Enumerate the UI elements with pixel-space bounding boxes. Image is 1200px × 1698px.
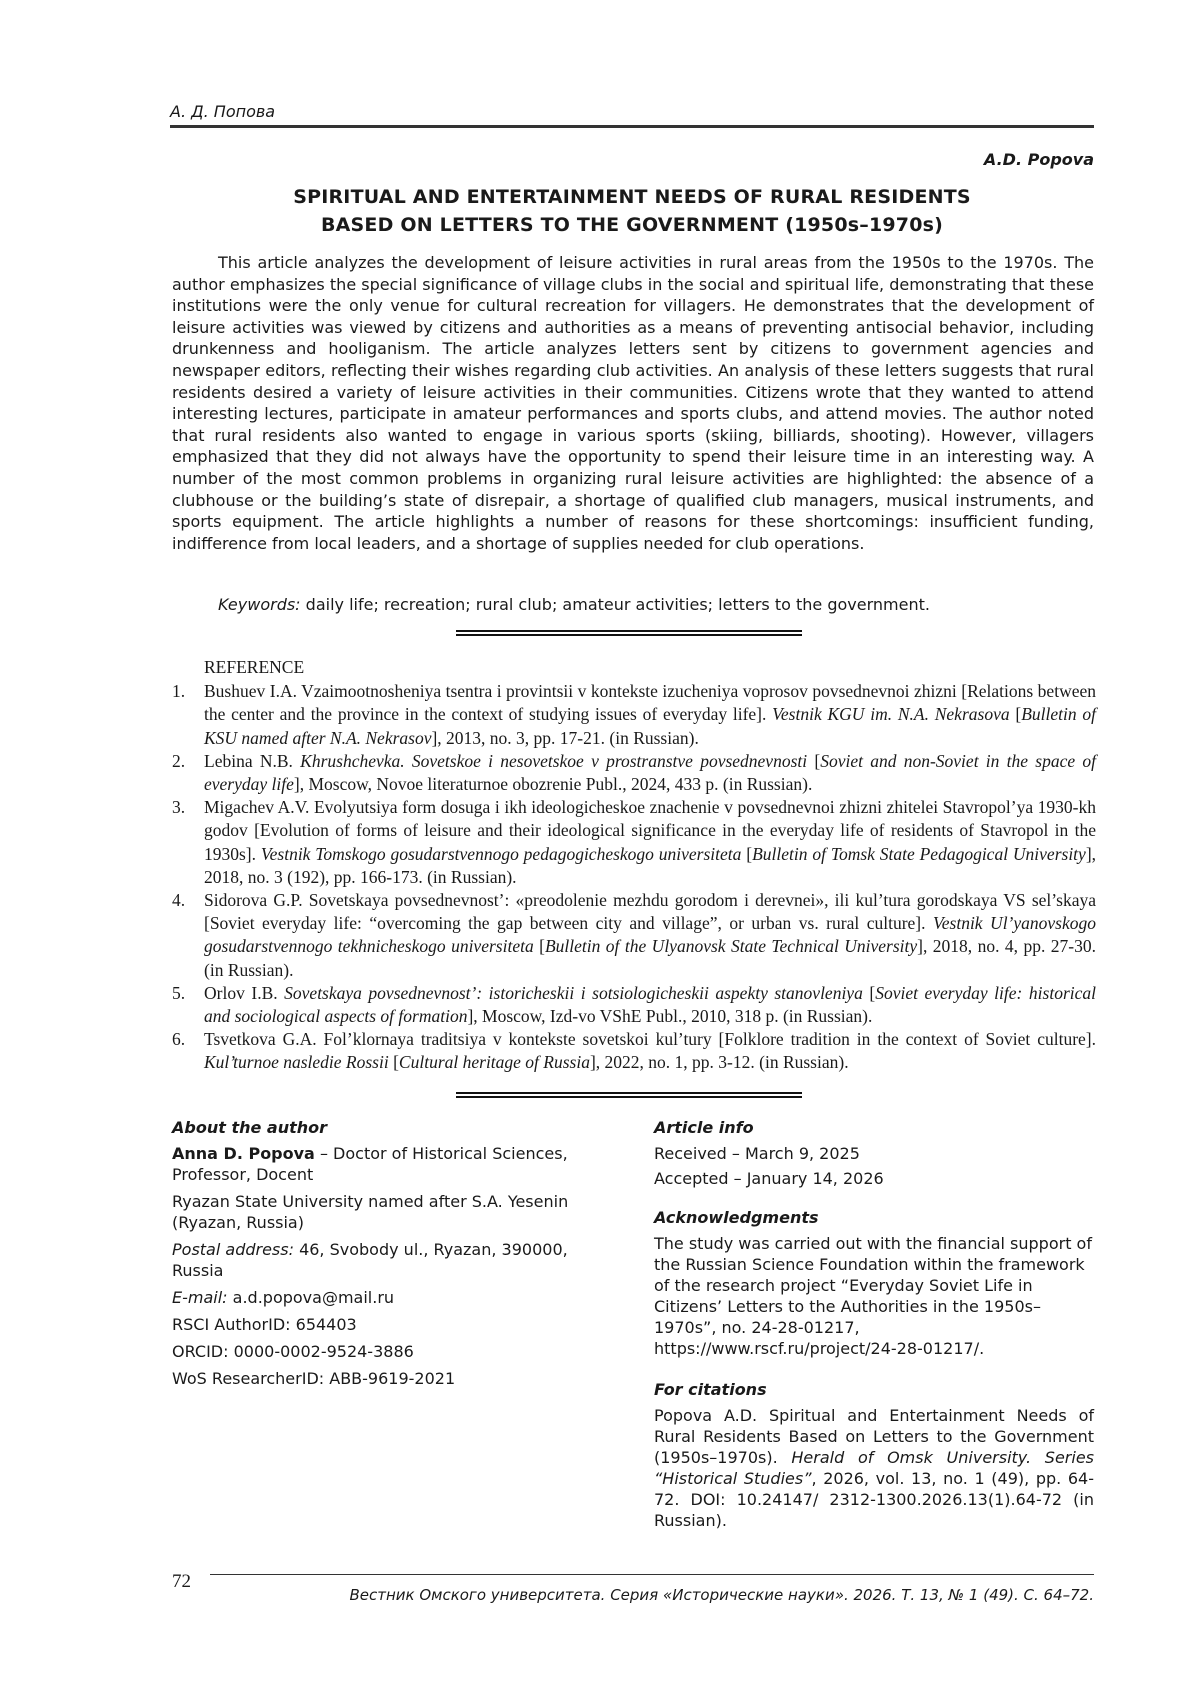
author-titles: – Doctor of Historical Sciences, Professor, Docent — [172, 1144, 568, 1184]
reference-italic-text: Kul’turnoe nasledie Rossii — [204, 1052, 389, 1073]
reference-number: 4. — [172, 890, 186, 911]
title-line-1: SPIRITUAL AND ENTERTAINMENT NEEDS OF RURAL RESIDENTS — [293, 186, 971, 208]
postal-value: 46, Svobody ul., Ryazan, 390000, Russia — [172, 1240, 568, 1280]
reference-italic-text: Bulletin of the Ulyanovsk State Technical University — [544, 936, 918, 957]
acknowledgments-heading: Acknowledgments — [654, 1208, 819, 1227]
email-label: E-mail: — [172, 1288, 228, 1307]
article-info-column — [654, 1117, 1094, 1537]
reference-text: Migachev A.V. Evolyutsiya form dosuga i ikh ideologicheskoe znachenie v povsednevnoi zhizni zhitelei Stavropol’ya 1930-kh godov [Evolution of forms of leisure and their ideological significance in the everyday life of residents of Stavropol in the 1930s]. — [204, 797, 1096, 864]
about-author-heading: About the author — [172, 1118, 328, 1137]
header-rule — [170, 125, 1094, 128]
references-list — [172, 680, 1096, 1074]
reference-italic-text: Soviet and non-Soviet in the space of everyday life — [204, 750, 1097, 795]
received-date: Received – March 9, 2025 — [654, 1144, 860, 1163]
reference-number: 5. — [172, 982, 186, 1003]
reference-text: Orlov I.B. — [204, 982, 285, 1003]
keywords — [172, 594, 1094, 616]
reference-italic-text: Soviet everyday life: historical and sociological aspects of formation — [204, 982, 1096, 1027]
title-line-2: BASED ON LETTERS TO THE GOVERNMENT (1950s–1970s) — [320, 214, 944, 236]
reference-item — [172, 796, 1096, 889]
keywords-text: daily life; recreation; rural club; amateur activities; letters to the government. — [300, 595, 930, 614]
author-line: A.D. Popova — [983, 150, 1094, 169]
citations-heading: For citations — [654, 1380, 767, 1399]
reference-text: [ — [388, 1052, 399, 1073]
reference-text: [ — [1009, 704, 1022, 725]
reference-italic-text: Bulletin of KSU named after N.A. Nekrasov — [204, 704, 1096, 748]
citation-journal: Herald of Omsk University. Series “Historical Studies” — [654, 1448, 1095, 1488]
reference-italic-text: Vestnik KGU im. N.A. Nekrasova — [772, 704, 1010, 725]
article-title — [170, 183, 1094, 239]
reference-text: [ — [533, 936, 545, 957]
footer-journal-info: Вестник Омского университета. Серия «Исторические науки». 2026. Т. 13, № 1 (49). С. 64–72. — [349, 1586, 1094, 1604]
reference-text: ], Moscow, Novoe literaturnoe obozrenie Publ., 2024, 433 p. (in Russian). — [293, 774, 813, 795]
author-postal-address — [172, 1239, 612, 1281]
reference-italic-text: Vestnik Ul’yanovskogo gosudarstvennogo tekhnicheskogo universiteta — [204, 913, 1097, 957]
citation-part-2: , 2026, vol. 13, no. 1 (49), pp. 64-72. DOI: 10.24147/ 2312-1300.2026.13(1).64-72 (in Russian). — [654, 1469, 1094, 1530]
reference-item — [172, 1028, 1096, 1074]
author-credentials — [172, 1143, 612, 1185]
reference-item — [172, 750, 1096, 796]
postal-label: Postal address: — [172, 1240, 294, 1259]
reference-text: ], 2018, no. 4, pp. 27-30. (in Russian). — [204, 936, 1096, 980]
accepted-date: Accepted – January 14, 2026 — [654, 1169, 884, 1188]
citation-part-1: Popova A.D. Spiritual and Entertainment Needs of Rural Residents Based on Letters to the Government (1950s–1970s). — [654, 1406, 1094, 1467]
citation-text — [654, 1405, 1094, 1531]
reference-text: Bushuev I.A. Vzaimootnosheniya tsentra i provintsii v kontekste izucheniya voprosov povsednevnoi zhizni [Relations between the center and the province in the context of studying issues of everyday life]. — [204, 681, 1096, 725]
reference-text: ], 2013, no. 3, pp. 17-21. (in Russian). — [431, 727, 699, 748]
article-info-heading: Article info — [654, 1118, 754, 1137]
author-rsci-id: RSCI AuthorID: 654403 — [172, 1315, 357, 1334]
reference-italic-text: Khrushchevka. Sovetskoe i nesovetskoe v prostranstve povsednevnosti — [300, 750, 808, 771]
reference-item — [172, 889, 1096, 982]
reference-text: Sidorova G.P. Sovetskaya povsednevnost’: «preodolenie mezhdu gorodom i derevnei», ili kul’tura gorodskaya VS sel’skaya [Soviet everyday life: “overcoming the gap between city and village”, or urban vs. rural culture]. — [204, 890, 1096, 934]
reference-text: ], Moscow, Izd-vo VShE Publ., 2010, 318 p. (in Russian). — [467, 1006, 873, 1027]
author-name: Anna D. Popova — [172, 1144, 315, 1163]
author-email — [172, 1287, 612, 1308]
reference-text: ], 2022, no. 1, pp. 3-12. (in Russian). — [589, 1052, 849, 1073]
acknowledgments-text: The study was carried out with the financial support of the Russian Science Foundation within the framework of the research project “Everyday Soviet Life in Citizens’ Letters to the Authorities in the 1950s–1970s”, no. 24-28-01217, https://www.rscf.ru/project/24-28-01217/. — [654, 1234, 1092, 1358]
reference-text: Tsvetkova G.A. Fol’klornaya traditsiya v kontekste sovetskoi kul’tury [Folklore tradition in the context of Soviet culture]. — [204, 1029, 1096, 1050]
reference-text: [ — [807, 750, 821, 771]
references-heading: REFERENCE — [204, 657, 305, 677]
reference-number: 2. — [172, 750, 186, 771]
reference-text: [ — [741, 843, 753, 864]
keywords-label: Keywords: — [218, 595, 301, 614]
reference-italic-text: Bulletin of Tomsk State Pedagogical University — [752, 843, 1086, 864]
section-divider-top — [456, 630, 802, 636]
page-number: 72 — [172, 1571, 191, 1592]
reference-text: [ — [862, 982, 876, 1003]
footer-rule — [210, 1574, 1094, 1575]
abstract: This article analyzes the development of leisure activities in rural areas from the 1950s to the 1970s. The author emphasizes the special significance of village clubs in the social and spiritual life, demonstrating that these institutions were the only venue for cultural recreation for villagers. He demonstrates that the development of leisure activities was viewed by citizens and authorities as a means of preventing antisocial behavior, including drunkenness and hooliganism. The article analyzes letters sent by citizens to government agencies and newspaper editors, reflecting their wishes regarding club activities. An analysis of these letters suggests that rural residents desired a variety of leisure activities in their communities. Citizens wrote that they wanted to attend interesting lectures, participate in amateur performances and sports clubs, and attend movies. The author noted that rural residents also wanted to engage in various sports (skiing, billiards, shooting). However, villagers emphasized that they did not always have the opportunity to spend their leisure time in an interesting way. A number of the most common problems in organizing rural leisure activities are highlighted: the absence of a clubhouse or the building’s state of disrepair, a shortage of qualified club managers, musical instruments, and sports equipment. The article highlights a number of reasons for these shortcomings: insufficient funding, indifference from local leaders, and a shortage of supplies needed for club operations. — [172, 253, 1094, 553]
author-wos-id: WoS ResearcherID: ABB-9619-2021 — [172, 1369, 456, 1388]
about-author-column — [172, 1117, 612, 1395]
reference-item — [172, 680, 1096, 750]
reference-text: Lebina N.B. — [204, 750, 301, 771]
reference-text: ], 2018, no. 3 (192), pp. 166-173. (in Russian). — [204, 843, 1097, 887]
reference-item — [172, 982, 1096, 1028]
email-value: a.d.popova@mail.ru — [227, 1288, 395, 1307]
reference-number: 1. — [172, 681, 186, 702]
reference-number: 3. — [172, 797, 186, 818]
author-orcid: ORCID: 0000-0002-9524-3886 — [172, 1342, 414, 1361]
reference-italic-text: Vestnik Tomskogo gosudarstvennogo pedagogicheskogo universiteta — [260, 843, 742, 864]
running-header: А. Д. Попова — [170, 102, 276, 121]
section-divider-bottom — [456, 1092, 802, 1098]
author-affiliation: Ryazan State University named after S.A. Yesenin (Ryazan, Russia) — [172, 1192, 569, 1232]
references-section — [172, 656, 1096, 1075]
reference-italic-text: Cultural heritage of Russia — [398, 1052, 590, 1073]
reference-number: 6. — [172, 1029, 186, 1050]
reference-italic-text: Sovetskaya povsednevnost’: istoricheskii i sotsiologicheskii aspekty stanovleniya — [284, 982, 863, 1003]
